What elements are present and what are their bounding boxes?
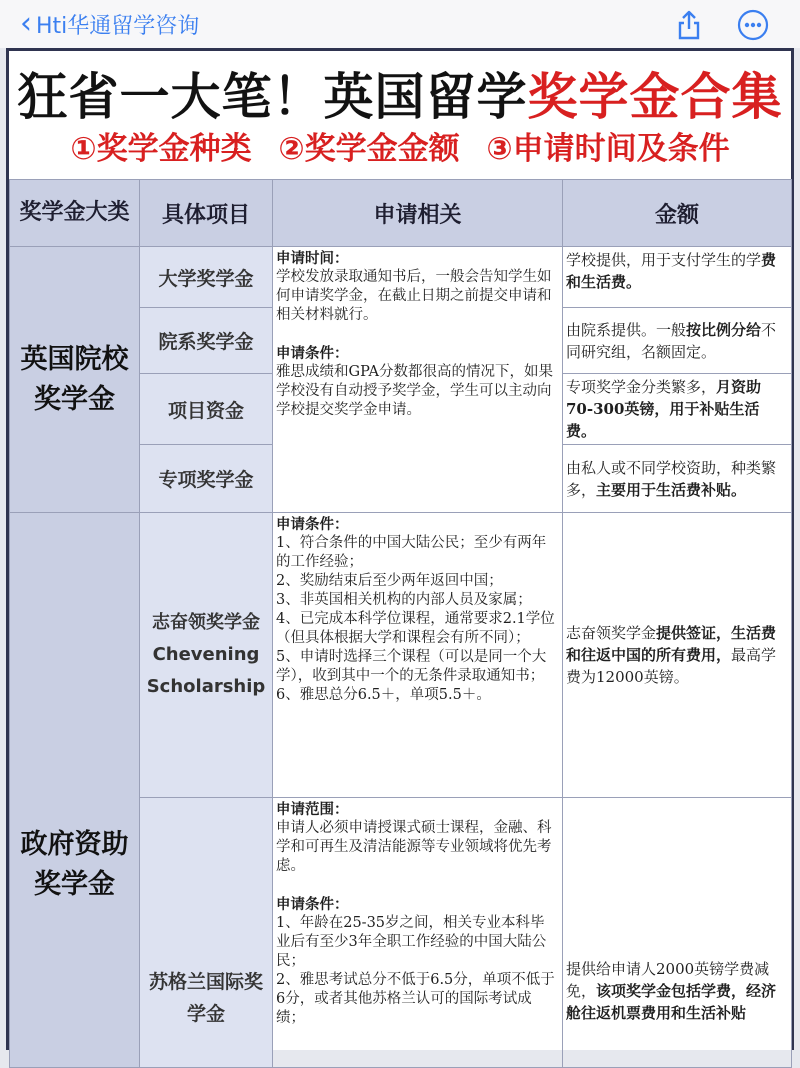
list-item: 6、雅思总分6.5＋，单项5.5＋。 bbox=[276, 687, 491, 703]
list-item: 4、已完成本科学位课程，通常要求2.1学位（但具体根据大学和课程会有所不同）； bbox=[276, 611, 555, 646]
amount-cell-chevening bbox=[563, 513, 792, 798]
subtitle bbox=[9, 123, 791, 168]
list-item: 2、雅思考试总分不低于6.5分，单项不低于6分，或者其他苏格兰认可的国际考试成绩； bbox=[276, 972, 555, 1026]
project-cell: 项目资金 bbox=[140, 374, 273, 445]
apply-cond-text: 雅思成绩和GPA分数都很高的情况下，如果学校没有自动授予奖学金，学生可以主动向学校提交奖学金申请。 bbox=[276, 364, 553, 418]
category-text: 政府资助奖学金 bbox=[20, 829, 129, 900]
col-header-category: 奖学金大类 bbox=[10, 180, 140, 247]
amount-cell-scotland bbox=[563, 798, 792, 1068]
project-cell: 专项奖学金 bbox=[140, 445, 273, 513]
amount-text: 由私人或不同学校资助，种类繁多， bbox=[566, 458, 777, 499]
category-cell-uni: 英国院校奖学金 bbox=[10, 247, 140, 513]
title-highlight: 奖学金合集 bbox=[527, 68, 783, 126]
amount-cell bbox=[563, 247, 792, 308]
project-cell-scotland bbox=[140, 798, 273, 1068]
amount-text: 由院系提供。一般 bbox=[566, 320, 687, 339]
scholarship-card bbox=[6, 48, 794, 1050]
list-item: 3、非英国相关机构的内部人员及家属； bbox=[276, 592, 532, 608]
subtitle-item-time: ③申请时间及条件 bbox=[486, 131, 730, 167]
apply-cell-chevening bbox=[273, 513, 563, 798]
amount-cell bbox=[563, 308, 792, 374]
apply-cond-label: 申请条件： bbox=[276, 516, 349, 533]
apply-cond-label: 申请条件： bbox=[276, 345, 349, 362]
amount-bold: 主要用于生活费补贴。 bbox=[596, 480, 747, 499]
project-text: 苏格兰国际奖学金 bbox=[148, 970, 263, 1025]
apply-cond-label: 申请条件： bbox=[276, 896, 349, 913]
title-main: 狂省一大笔！英国留学 bbox=[17, 68, 528, 126]
apply-range-text: 申请人必须申请授课式硕士课程，金融、科学和可再生及清洁能源等专业领域将优先考虑。 bbox=[276, 820, 552, 874]
col-header-project: 具体项目 bbox=[140, 180, 273, 247]
col-header-amount: 金额 bbox=[563, 180, 792, 247]
share-icon[interactable] bbox=[672, 8, 706, 42]
project-cell: 大学奖学金 bbox=[140, 247, 273, 308]
amount-bold: 费和生活费。 bbox=[566, 251, 777, 291]
page-title bbox=[9, 57, 791, 129]
amount-bold: 月资助70-300英镑，用于补贴生活费。 bbox=[566, 378, 762, 440]
back-button[interactable] bbox=[20, 6, 199, 42]
apply-cell-uni bbox=[273, 247, 563, 513]
more-icon[interactable] bbox=[736, 8, 770, 42]
apply-cell-scotland bbox=[273, 798, 563, 1068]
amount-bold: 按比例分给 bbox=[686, 320, 762, 339]
apply-time-label: 申请时间： bbox=[276, 250, 349, 267]
category-cell-gov bbox=[10, 513, 140, 1068]
top-nav-bar bbox=[0, 0, 800, 48]
subtitle-item-types: ①奖学金种类 bbox=[70, 131, 252, 167]
table-row bbox=[10, 247, 792, 308]
amount-text: 学校提供，用于支付学生的学 bbox=[566, 251, 762, 269]
project-cell: 院系奖学金 bbox=[140, 308, 273, 374]
back-label: Hti华通留学咨询 bbox=[36, 13, 200, 39]
amount-text: 提供给申请人2000英镑学费减免， bbox=[566, 960, 770, 1000]
list-item: 1、年龄在25-35岁之间，相关专业本科毕业后有至少3年全职工作经验的中国大陆公民； bbox=[276, 915, 547, 969]
project-cell-chevening: 志奋领奖学金 Chevening Scholarship bbox=[140, 513, 273, 798]
amount-text: 专项奖学金分类繁多， bbox=[566, 378, 717, 396]
apply-time-text: 学校发放录取通知书后，一般会告知学生如何申请奖学金，在截止日期之前提交申请和相关材料就行。 bbox=[276, 269, 552, 323]
amount-cell bbox=[563, 445, 792, 513]
chevron-left-icon: ‹ bbox=[20, 6, 32, 41]
table-header-row bbox=[10, 180, 792, 247]
amount-cell bbox=[563, 374, 792, 445]
list-item: 5、申请时选择三个课程（可以是同一个大学），收到其中一个的无条件录取通知书； bbox=[276, 649, 547, 684]
list-item: 2、奖励结束后至少两年返回中国； bbox=[276, 573, 503, 589]
apply-range-label: 申请范围： bbox=[276, 801, 349, 818]
amount-bold: 该项奖学金包括学费，经济舱往返机票费用和生活补贴 bbox=[566, 982, 777, 1022]
amount-text: 最高学费为12000英镑。 bbox=[566, 646, 777, 686]
amount-text: 志奋领奖学金 bbox=[566, 624, 657, 642]
col-header-apply: 申请相关 bbox=[273, 180, 563, 247]
scholarship-table bbox=[9, 179, 792, 1068]
amount-text: 不同研究组，名额固定。 bbox=[566, 320, 777, 361]
amount-wrap bbox=[566, 800, 788, 1024]
list-item: 1、符合条件的中国大陆公民；至少有两年的工作经验； bbox=[276, 535, 547, 570]
table-row bbox=[10, 513, 792, 798]
subtitle-item-amount: ②奖学金金额 bbox=[278, 131, 460, 167]
amount-bold: 提供签证，生活费和往返中国的所有费用， bbox=[566, 624, 777, 664]
